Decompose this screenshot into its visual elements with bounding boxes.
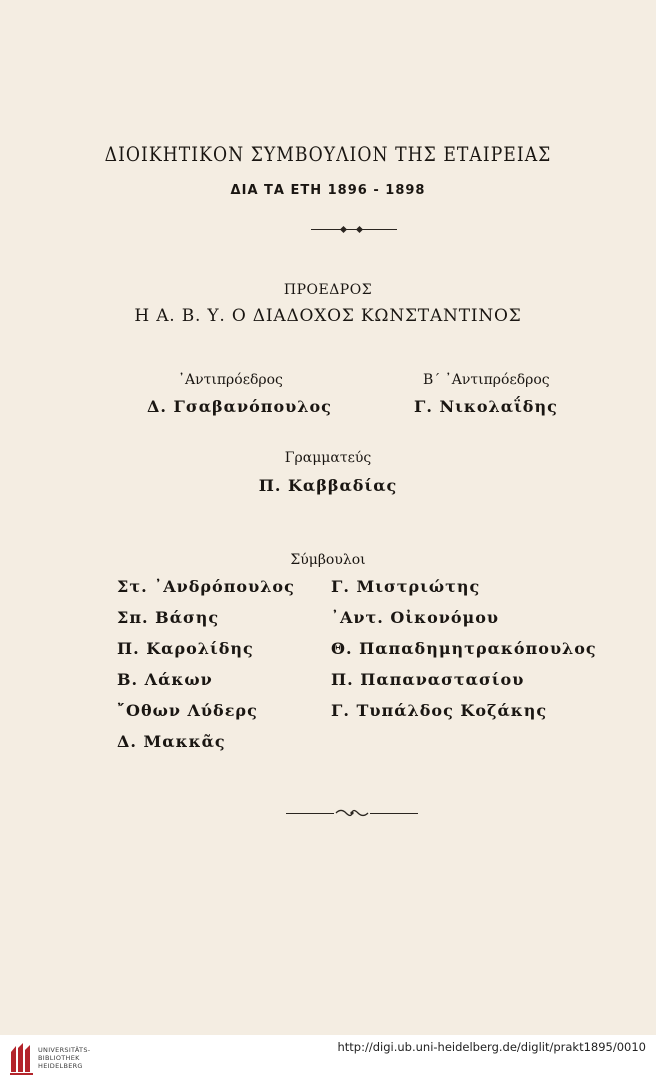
councillor-name: Γ. Τυπάλδος Κοζάκης <box>331 701 548 720</box>
councillor-name: Στ. ᾿Ανδρόπουλος <box>117 577 295 596</box>
source-url[interactable]: http://digi.ub.uni-heidelberg.de/diglit/prakt1895/0010 <box>337 1040 646 1054</box>
councillor-name: Π. Παπαναστασίου <box>331 670 525 689</box>
councillor-name: Π. Καρολίδης <box>117 639 254 658</box>
councillors-right-column <box>331 577 597 732</box>
president-name: Η Α. Β. Υ. Ο ΔΙΑΔΟΧΟΣ ΚΩΝΣΤΑΝΤΙΝΟΣ <box>134 306 522 326</box>
councillors-label: Σύμβουλοι <box>290 552 366 568</box>
library-logo-icon <box>8 1040 36 1076</box>
ornamental-rule-top <box>311 229 397 230</box>
councillor-name: ᾿Αντ. Οἰκονόμου <box>331 608 500 627</box>
councillor-name: Θ. Παπαδημητρακόπουλος <box>331 639 597 658</box>
secretary-name: Π. Καββαδίας <box>258 476 398 495</box>
document-subtitle: ΔΙΑ ΤΑ ΕΤΗ 1896 - 1898 <box>230 183 426 198</box>
councillor-name: ῎Οθων Λύδερς <box>117 701 258 720</box>
councillor-name: Δ. Μακκᾶς <box>117 732 226 751</box>
president-label: ΠΡΟΕΔΡΟΣ <box>283 282 373 298</box>
secretary-label: Γραμματεύς <box>284 450 372 466</box>
councillor-name: Γ. Μιστριώτης <box>331 577 481 596</box>
vice-president-1-name: Δ. Γσαβανόπουλος <box>147 397 332 416</box>
library-name: UNIVERSITÄTS- BIBLIOTHEK HEIDELBERG <box>38 1046 91 1070</box>
vice-president-2-name: Γ. Νικολαΐδης <box>414 397 558 416</box>
councillor-name: Σπ. Βάσης <box>117 608 220 627</box>
councillor-name: Β. Λάκων <box>117 670 213 689</box>
vice-president-2-label: Β´ ᾿Αντιπρόεδρος <box>423 372 550 388</box>
document-title: ΔΙΟΙΚΗΤΙΚΟΝ ΣΥΜΒΟΥΛΙΟΝ ΤΗΣ ΕΤΑΙΡΕΙΑΣ <box>104 142 552 166</box>
ornament-icon <box>334 806 370 820</box>
vice-president-1-label: ᾿Αντιπρόεδρος <box>178 372 283 388</box>
councillors-left-column <box>117 577 295 763</box>
